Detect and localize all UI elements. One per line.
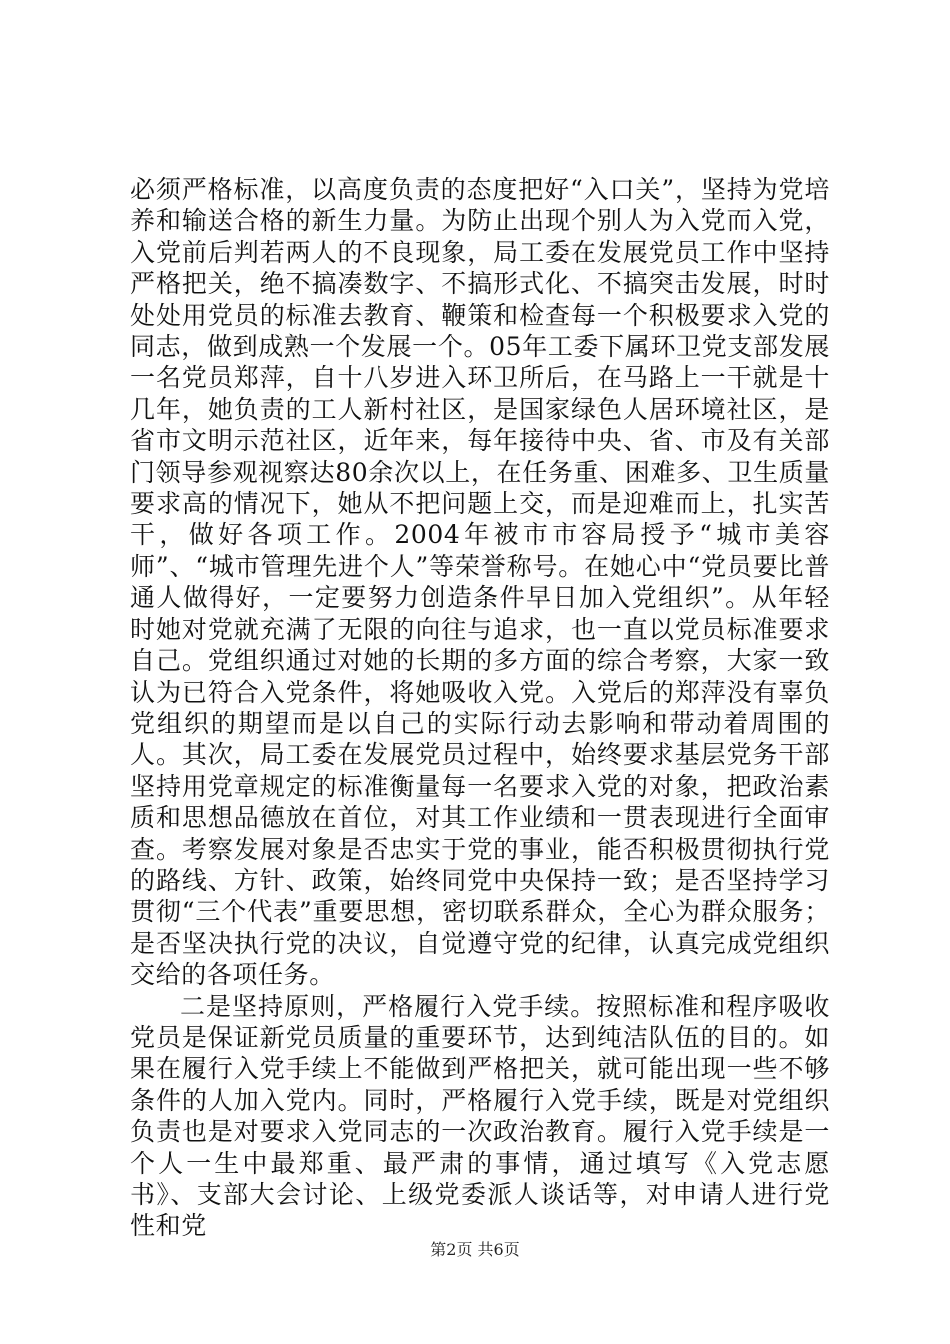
document-body [130,174,830,1242]
paragraph-1: 必须严格标准，以高度负责的态度把好“入口关”，坚持为党培养和输送合格的新生力量。为防止出现个别人为入党而入党，入党前后判若两人的不良现象，局工委在发展党员工作中坚持严格把关，绝不搞凑数字、不搞形式化、不搞突击发展，时时处处用党员的标准去教育、鞭策和检查每一个积极要求入党的同志，做到成熟一个发展一个。05年工委下属环卫党支部发展一名党员郑萍，自十八岁进入环卫所后，在马路上一干就是十几年，她负责的工人新村社区，是国家绿色人居环境社区，是省市文明示范社区，近年来，每年接待中央、省、市及有关部门领导参观视察达80余次以上，在任务重、困难多、卫生质量要求高的情况下，她从不把问题上交，而是迎难而上，扎实苦干，做好各项工作。2004年被市市容局授予“城市美容师”、“城市管理先进个人”等荣誉称号。在她心中“党员要比普通人做得好，一定要努力创造条件早日加入党组织”。从年轻时她对党就充满了无限的向往与追求，也一直以党员标准要求自己。党组织通过对她的长期的多方面的综合考察，大家一致认为已符合入党条件，将她吸收入党。入党后的郑萍没有辜负党组织的期望而是以自己的实际行动去影响和带动着周围的人。其次，局工委在发展党员过程中，始终要求基层党务干部坚持用党章规定的标准衡量每一名要求入党的对象，把政治素质和思想品德放在首位，对其工作业绩和一贯表现进行全面审查。考察发展对象是否忠实于党的事业，能否积极贯彻执行党的路线、方针、政策，始终同党中央保持一致；是否坚持学习贯彻“三个代表”重要思想，密切联系群众，全心为群众服务；是否坚决执行党的决议，自觉遵守党的纪律，认真完成党组织交给的各项任务。 [130,175,830,990]
page-footer: 第2页 共6页 [430,1240,520,1259]
paragraph-2: 二是坚持原则，严格履行入党手续。按照标准和程序吸收党员是保证新党员质量的重要环节，达到纯洁队伍的目的。如果在履行入党手续上不能做到严格把关，就可能出现一些不够条件的人加入党内。同时，严格履行入党手续，既是对党组织负责也是对要求入党同志的一次政治教育。履行入党手续是一个人一生中最郑重、最严肃的事情，通过填写《入党志愿书》、支部大会讨论、上级党委派人谈话等，对申请人进行党性和党 [130,991,830,1241]
